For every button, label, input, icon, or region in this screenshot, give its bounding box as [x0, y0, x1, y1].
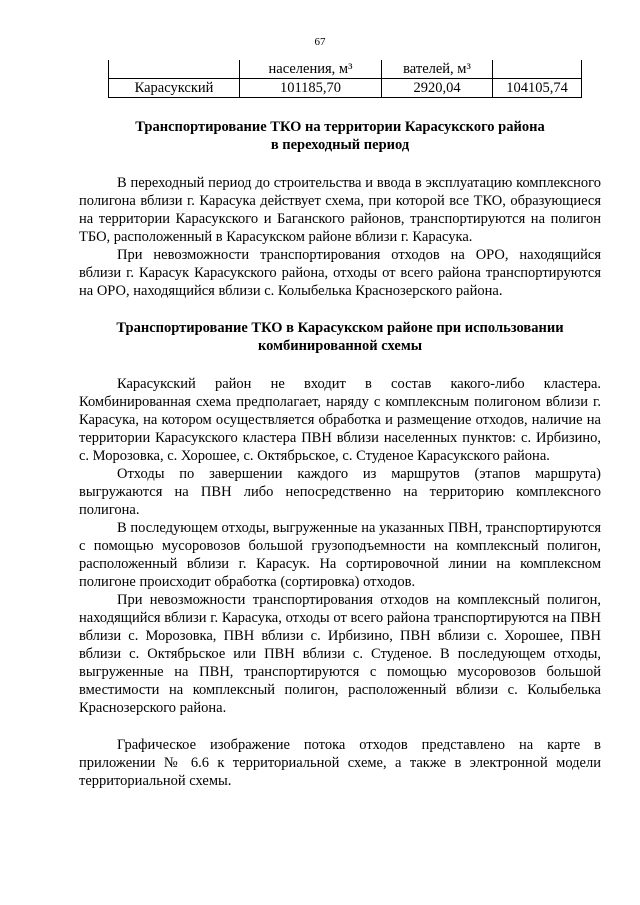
page-number: 67	[314, 36, 326, 48]
section-title-line: Транспортирование ТКО на территории Карасукского района	[135, 119, 545, 135]
section-title	[79, 319, 601, 355]
section-title-line: комбинированной схемы	[257, 338, 423, 354]
paragraph: При невозможности транспортирования отходов на ОРО, находящийся вблизи г. Карасук Карасукского района, отходы от всего района транспортируются на ОРО, находящийся вблизи с. Колыбелька Краснозерского района.	[79, 247, 601, 299]
table-row	[109, 79, 582, 98]
section-title-line: в переходный период	[270, 137, 410, 153]
section-title	[79, 118, 601, 154]
table-cell	[109, 60, 240, 79]
paragraph: В переходный период до строительства и ввода в эксплуатацию комплексного полигона вблизи г. Карасука действует схема, при которой все ТКО, образующиеся на территории Карасукского и Баганского районов, транспортируются на полигон ТБО, расположенный в Карасукском районе вблизи г. Карасука.	[79, 175, 601, 245]
paragraph: При невозможности транспортирования отходов на комплексный полигон, находящийся вблизи г. Карасука, отходы от всего района транспортируются на ПВН вблизи с. Морозовка, ПВН вблизи с. Ирбизино, ПВН вблизи с. Хорошее, ПВН вблизи с. Октябрьское или ПВН вблизи с. Студеное. В последующем отходы, выгруженные на ПВН, транспортируются с помощью мусоровозов большой вместимости на комплексный полигон, расположенный вблизи с. Колыбелька Краснозерского района.	[79, 592, 601, 716]
table-cell: 2920,04	[382, 79, 493, 98]
table-cell: Карасукский	[109, 79, 240, 98]
table-cell: 104105,74	[493, 79, 582, 98]
section-title-line: Транспортирование ТКО в Карасукском районе при использовании	[116, 320, 564, 336]
table-cell: 101185,70	[240, 79, 382, 98]
table-header-row	[109, 60, 582, 79]
paragraph: В последующем отходы, выгруженные на указанных ПВН, транспортируются с помощью мусоровозов большой грузоподъемности на комплексный полигон, расположенный вблизи г. Карасук. На сортировочной линии на комплексном полигоне происходит обработка (сортировка) отходов.	[79, 520, 601, 590]
closing-paragraph: Графическое изображение потока отходов представлено на карте в приложении № 6.6 к территориальной схеме, а также в электронной модели территориальной схемы.	[79, 737, 601, 789]
paragraph: Карасукский район не входит в состав какого-либо кластера. Комбинированная схема предполагает, наряду с комплексным полигоном вблизи г. Карасука, на котором осуществляется обработка и размещение отходов, наличие на территории Карасукского кластера ПВН вблизи населенных пунктов: с. Ирбизино, с. Морозовка, с. Хорошее, с. Октябрьское, с. Студеное Карасукского района.	[79, 376, 601, 464]
document-body	[79, 118, 601, 790]
summary-table	[108, 60, 582, 98]
table-cell	[493, 60, 582, 79]
paragraph: Отходы по завершении каждого из маршрутов (этапов маршрута) выгружаются на ПВН либо непосредственно на территорию комплексного полигона.	[79, 466, 601, 518]
table-cell: вателей, м³	[382, 60, 493, 79]
table-cell: населения, м³	[240, 60, 382, 79]
